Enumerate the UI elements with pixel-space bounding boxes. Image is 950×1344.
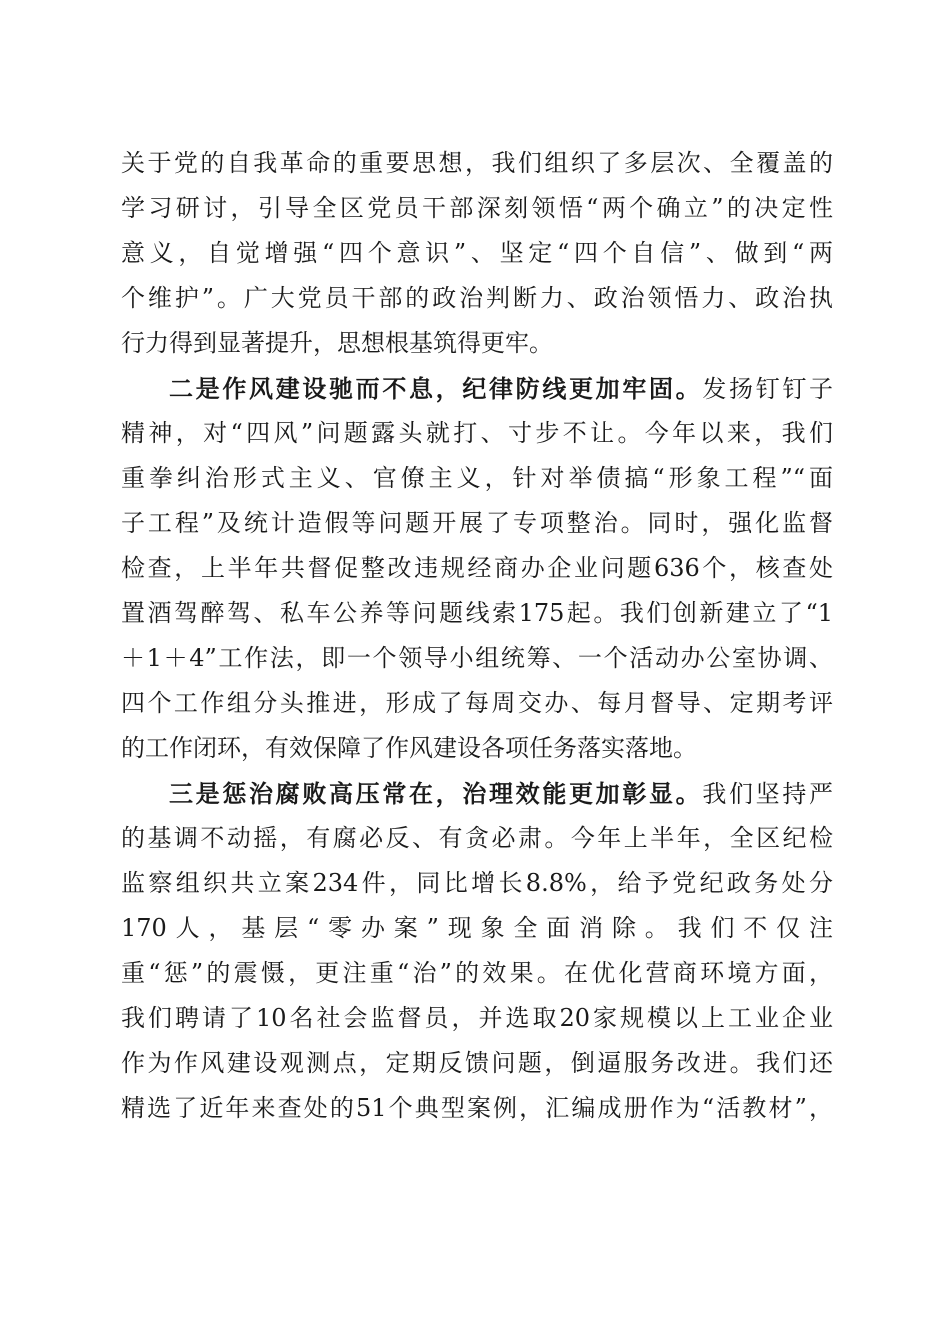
text-line: 行力得到显著提升，思想根基筑得更牢。 [121,329,553,357]
text-line: 的工作闭环，有效保障了作风建设各项任务落实落地。 [121,734,697,762]
text-line: 的基调不动摇，有腐必反、有贪必肃。今年上半年，全区纪检 [121,824,833,852]
text-line: 关于党的自我革命的重要思想，我们组织了多层次、全覆盖的 [121,149,833,177]
paragraph-first-line-rest: 发扬钉钉子 [702,375,834,403]
paragraph-lead-heading: 三是惩治腐败高压常在，治理效能更加彰显。 [169,779,703,808]
text-line [121,366,833,411]
text-line: 置酒驾醉驾、私车公养等问题线索175起。我们创新建立了“1 [121,599,833,627]
paragraph-1 [121,141,833,366]
text-line: 子工程”及统计造假等问题开展了专项整治。同时，强化监督 [121,509,833,537]
text-line: 170人，基层“零办案”现象全面消除。我们不仅注 [121,914,833,942]
text-line: 个维护”。广大党员干部的政治判断力、政治领悟力、政治执 [121,284,833,312]
text-line: 重拳纠治形式主义、官僚主义，针对举债搞“形象工程”“面 [121,464,833,492]
text-line: 学习研讨，引导全区党员干部深刻领悟“两个确立”的决定性 [121,194,833,222]
text-line: 我们聘请了10名社会监督员，并选取20家规模以上工业企业 [121,1004,833,1032]
paragraph-3 [121,771,833,1131]
paragraph-lead-heading: 二是作风建设驰而不息，纪律防线更加牢固。 [169,374,703,403]
text-line [121,771,833,816]
paragraph-first-line-rest: 我们坚持严 [702,780,834,808]
text-line: 检查，上半年共督促整改违规经商办企业问题636个，核查处 [121,554,833,582]
text-line: 监察组织共立案234件，同比增长8.8%，给予党纪政务处分 [121,869,833,897]
paragraph-2 [121,366,833,771]
document-body [121,141,833,1131]
text-line: 作为作风建设观测点，定期反馈问题，倒逼服务改进。我们还 [121,1049,833,1077]
text-line: 精神，对“四风”问题露头就打、寸步不让。今年以来，我们 [121,419,833,447]
text-line: ＋1＋4”工作法，即一个领导小组统筹、一个活动办公室协调、 [121,644,833,672]
text-line: 重“惩”的震慑，更注重“治”的效果。在优化营商环境方面， [121,959,833,987]
text-line: 精选了近年来查处的51个典型案例，汇编成册作为“活教材”， [121,1094,833,1122]
text-line: 四个工作组分头推进，形成了每周交办、每月督导、定期考评 [121,689,833,717]
text-line: 意义，自觉增强“四个意识”、坚定“四个自信”、做到“两 [121,239,833,267]
